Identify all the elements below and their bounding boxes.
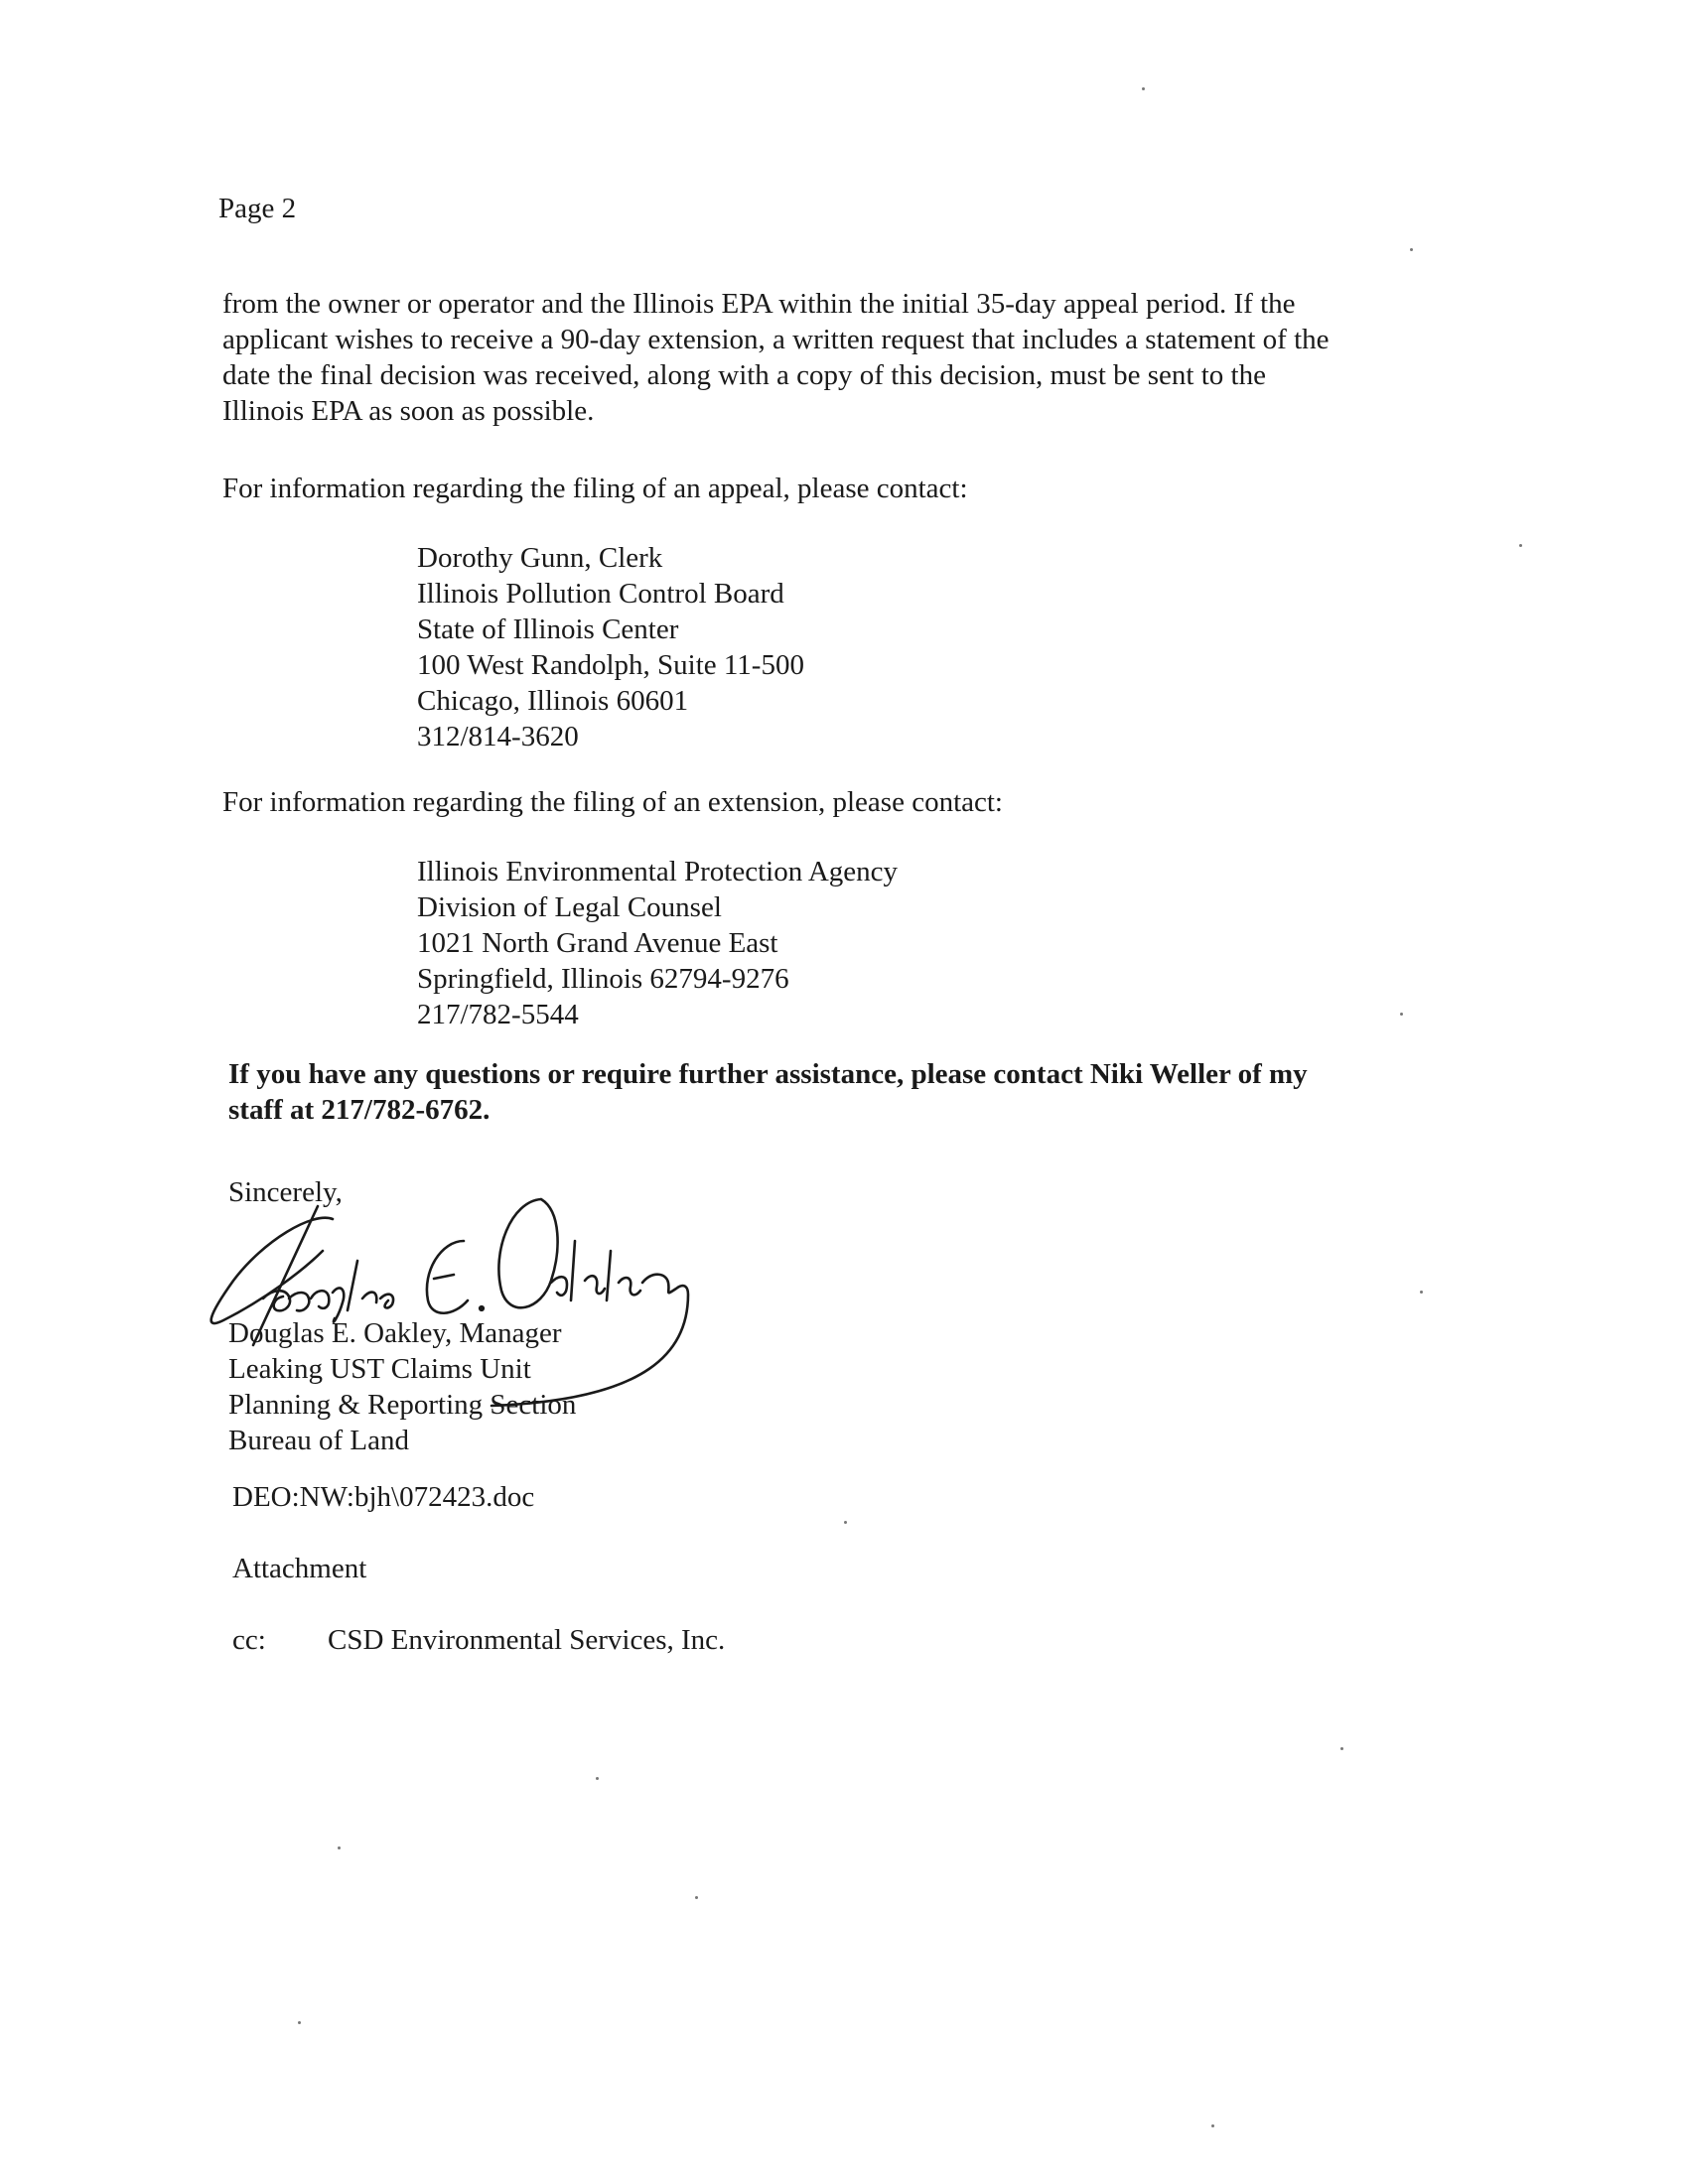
scan-speck xyxy=(338,1846,341,1849)
paragraph-line: Illinois EPA as soon as possible. xyxy=(222,395,595,427)
paragraph-line: If you have any questions or require further assistance, please contact Niki Weller of my xyxy=(228,1058,1308,1090)
signer-name: Douglas E. Oakley, Manager xyxy=(228,1317,562,1349)
scan-speck xyxy=(1519,544,1522,547)
scan-speck xyxy=(298,2021,301,2024)
scan-speck xyxy=(1410,248,1413,251)
signer-block xyxy=(228,1315,576,1458)
address-line: Chicago, Illinois 60601 xyxy=(417,685,689,717)
paragraph-line: staff at 217/782-6762. xyxy=(228,1094,491,1126)
signer-unit: Leaking UST Claims Unit xyxy=(228,1353,531,1385)
address-line: 1021 North Grand Avenue East xyxy=(417,927,778,959)
appeal-contact-address xyxy=(417,540,804,754)
page-number: Page 2 xyxy=(218,193,297,224)
scan-speck xyxy=(596,1777,599,1780)
scan-speck xyxy=(1142,87,1145,90)
cc-label: cc: xyxy=(232,1624,266,1656)
address-line: 312/814-3620 xyxy=(417,721,579,752)
address-line: 100 West Randolph, Suite 11-500 xyxy=(417,649,804,681)
cc-recipient: CSD Environmental Services, Inc. xyxy=(328,1624,726,1656)
questions-paragraph xyxy=(228,1056,1450,1128)
scan-speck xyxy=(1400,1013,1403,1016)
extension-contact-address xyxy=(417,854,898,1032)
address-line: Illinois Pollution Control Board xyxy=(417,578,784,610)
scan-speck xyxy=(1420,1291,1423,1294)
cc-line xyxy=(232,1622,725,1658)
paragraph-line: date the final decision was received, along with a copy of this decision, must be sent to the xyxy=(222,359,1266,391)
address-line: Springfield, Illinois 62794-9276 xyxy=(417,963,789,995)
decision-paragraph xyxy=(222,286,1444,429)
extension-intro: For information regarding the filing of an extension, please contact: xyxy=(222,786,1003,818)
scan-speck xyxy=(1340,1747,1343,1750)
scan-speck xyxy=(844,1521,847,1524)
address-line: 217/782-5544 xyxy=(417,999,579,1030)
address-line: Dorothy Gunn, Clerk xyxy=(417,542,663,574)
closing-salutation: Sincerely, xyxy=(228,1176,343,1208)
attachment-note: Attachment xyxy=(232,1553,367,1584)
address-line: Division of Legal Counsel xyxy=(417,891,722,923)
signer-bureau: Bureau of Land xyxy=(228,1425,409,1456)
paragraph-line: applicant wishes to receive a 90-day extension, a written request that includes a statement of the xyxy=(222,324,1330,355)
scan-speck xyxy=(1211,2124,1214,2127)
scan-speck xyxy=(695,1896,698,1899)
paragraph-line: from the owner or operator and the Illinois EPA within the initial 35-day appeal period. If the xyxy=(222,288,1296,320)
address-line: Illinois Environmental Protection Agency xyxy=(417,856,899,887)
signer-section: Planning & Reporting Section xyxy=(228,1389,577,1421)
document-reference: DEO:NW:bjh\072423.doc xyxy=(232,1481,535,1513)
address-line: State of Illinois Center xyxy=(417,614,679,645)
appeal-intro: For information regarding the filing of an appeal, please contact: xyxy=(222,473,968,504)
